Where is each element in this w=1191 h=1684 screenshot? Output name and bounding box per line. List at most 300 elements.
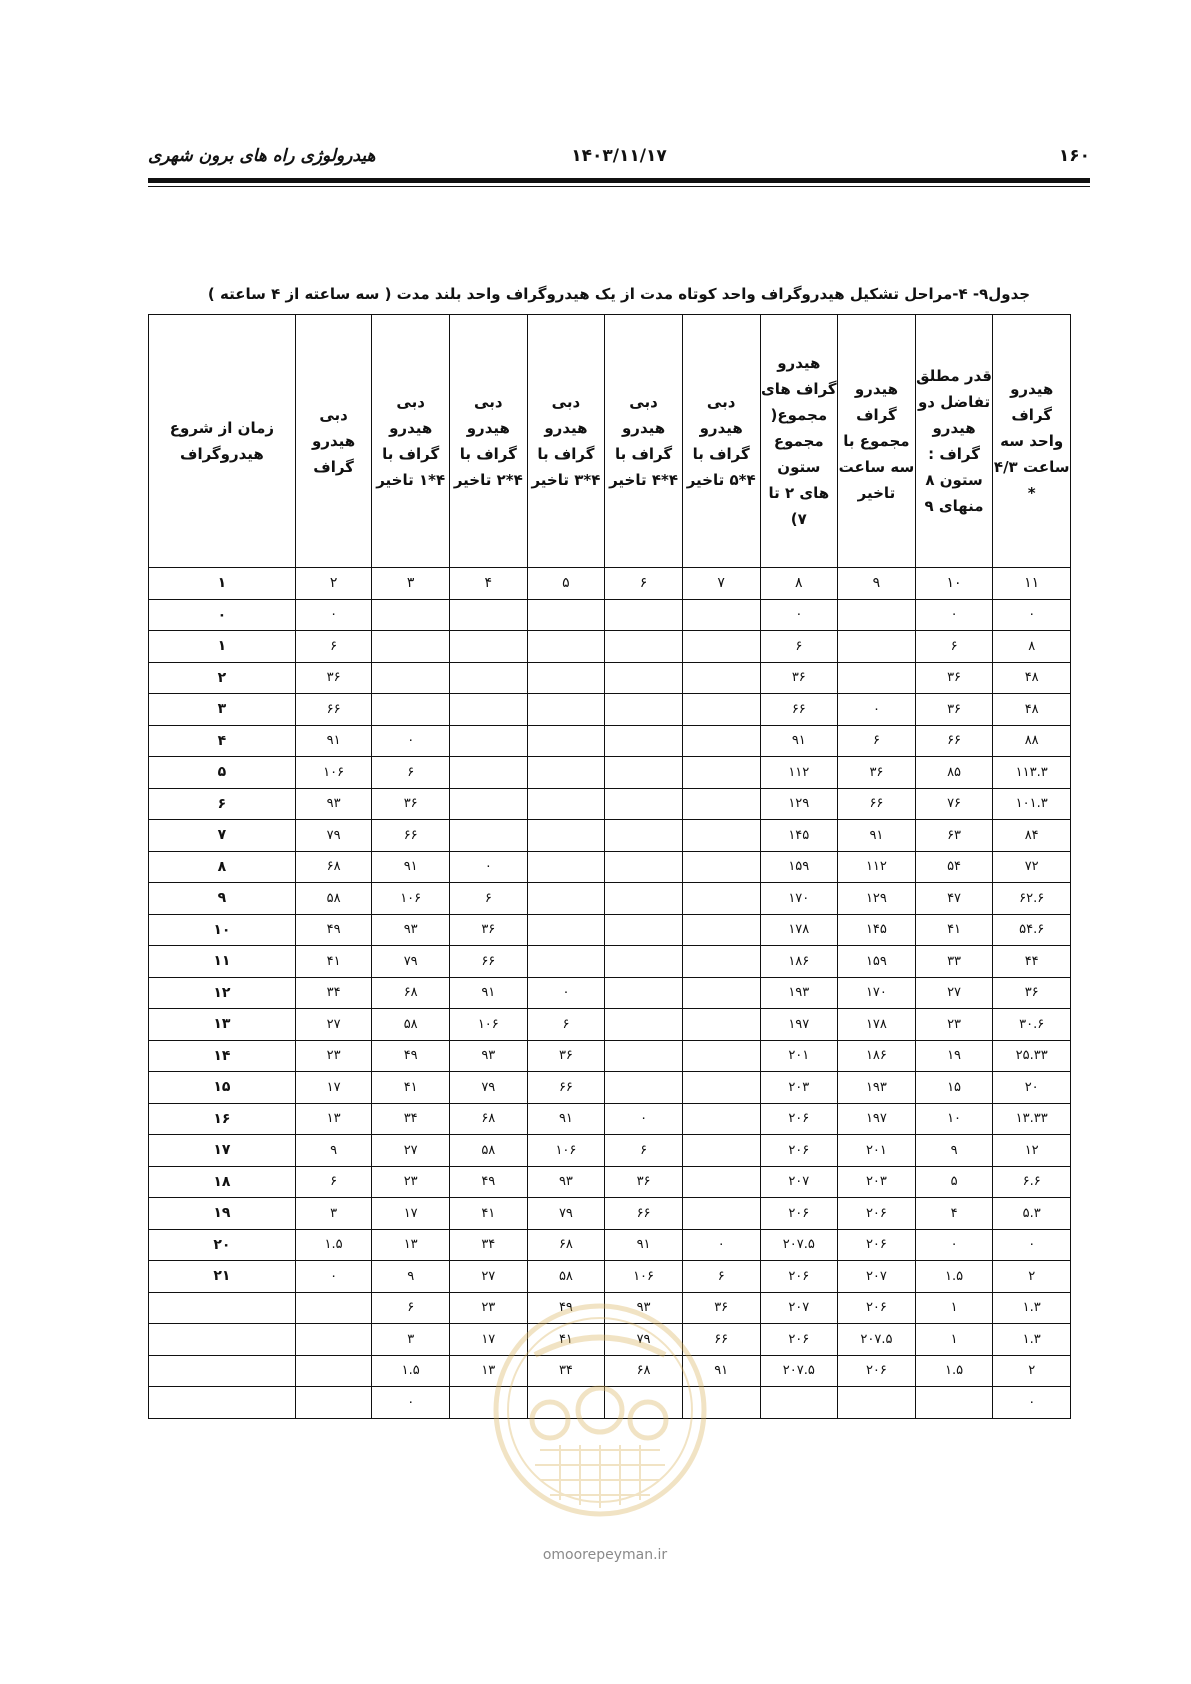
header-date: ۱۴۰۳/۱۱/۱۷ [571,146,667,166]
table-cell: ۳۶ [682,1292,760,1324]
table-cell: ۸۸ [993,725,1071,757]
table-cell: ۱۴ [149,1040,296,1072]
table-cell: ۴۱ [295,946,372,978]
table-cell: ۶۸ [450,1103,528,1135]
table-cell: ۶ [605,1135,683,1167]
table-cell: ۲۷ [915,977,993,1009]
table-cell: ۶ [295,1166,372,1198]
table-cell [605,977,683,1009]
watermark-logo [490,1300,710,1520]
table-cell: ۸۴ [993,820,1071,852]
table-cell [682,851,760,883]
table-cell: ۳۴ [372,1103,450,1135]
table-cell: ۲۰۶ [838,1198,916,1230]
table-cell [605,631,683,663]
table-cell: ۹۱ [838,820,916,852]
table-cell [527,757,605,789]
table-cell: ۵۸ [372,1009,450,1041]
table-cell: ۱ [149,631,296,663]
table-cell: ۱۰۱.۳ [993,788,1071,820]
table-cell: ۵۴ [915,851,993,883]
table-cell: ۱۰۶ [450,1009,528,1041]
table-cell: ۰ [527,977,605,1009]
table-cell: ۱۹۳ [838,1072,916,1104]
table-cell: ۲۷ [372,1135,450,1167]
table-cell: ۱۷۰ [760,883,838,915]
table-cell: ۴۱ [450,1198,528,1230]
table-cell [149,1292,296,1324]
table-cell: ۴۱ [527,1324,605,1356]
table-cell: ۴۱ [915,914,993,946]
table-cell [149,1387,296,1419]
table-cell: ۳۶ [993,977,1071,1009]
table-cell [605,1009,683,1041]
table-cell: ۱۰ [915,1103,993,1135]
table-cell: ۱۶ [149,1103,296,1135]
table-cell: ۳ [295,1198,372,1230]
table-cell: ۱۹۷ [760,1009,838,1041]
table-cell: ۰ [760,599,838,631]
table-cell: ۶۳ [915,820,993,852]
table-cell: ۹۱ [605,1229,683,1261]
table-cell: ۱۰۶ [372,883,450,915]
table-cell [682,946,760,978]
table-cell: ۲۳ [450,1292,528,1324]
table-cell: ۲ [993,1261,1071,1293]
table-cell: ۰ [993,1229,1071,1261]
table-cell [527,599,605,631]
table-cell: ۲ [149,662,296,694]
table-cell: ۰ [838,694,916,726]
table-cell: ۱۷۰ [838,977,916,1009]
table-cell [527,914,605,946]
table-header-row [149,315,1071,568]
table-cell [450,694,528,726]
table-cell [682,788,760,820]
table-cell: ۱۷۸ [760,914,838,946]
table-cell [605,599,683,631]
table-cell: ۱۵ [915,1072,993,1104]
table-cell: ۲۰۱ [760,1040,838,1072]
table-cell: ۱۹ [149,1198,296,1230]
table-cell: ۶ [450,883,528,915]
table-cell [527,820,605,852]
table-cell: ۲۳ [372,1166,450,1198]
table-cell: ۹۳ [605,1292,683,1324]
table-cell [605,914,683,946]
table-cell: ۰ [605,1103,683,1135]
table-cell: ۶ [760,631,838,663]
table-cell: ۲۰۷.۵ [838,1324,916,1356]
table-cell: ۲۰۶ [760,1324,838,1356]
table-cell: ۲۷ [295,1009,372,1041]
table-row [149,1009,1071,1041]
table-row [149,788,1071,820]
table-cell: ۶ [682,1261,760,1293]
table-cell: ۲۱ [149,1261,296,1293]
table-cell: ۸ [993,631,1071,663]
column-number: ۱۱ [993,568,1071,600]
table-cell: ۶۶ [682,1324,760,1356]
table-cell [372,662,450,694]
table-cell: ۶۸ [295,851,372,883]
table-row [149,914,1071,946]
table-cell: ۹ [915,1135,993,1167]
table-cell [450,788,528,820]
table-cell: ۶۶ [838,788,916,820]
table-cell: ۶۶ [450,946,528,978]
table-row [149,757,1071,789]
table-cell: ۱۲ [993,1135,1071,1167]
table-cell: ۳ [149,694,296,726]
table-cell: ۲۰۶ [760,1261,838,1293]
table-row [149,631,1071,663]
table-cell: ۱۰۶ [527,1135,605,1167]
table-cell: ۷۹ [605,1324,683,1356]
table-cell: ۶ [527,1009,605,1041]
table-cell [450,599,528,631]
table-cell: ۳۶ [915,662,993,694]
table-cell: ۱۳ [450,1355,528,1387]
table-cell: ۱۸ [149,1166,296,1198]
table-cell: ۱۸۶ [760,946,838,978]
column-header: دبی هیدرو گراف با ۴*۳ تاخیر [527,315,605,568]
table-row [149,1166,1071,1198]
table-cell: ۹۳ [527,1166,605,1198]
column-header: هیدرو گراف مجموع با سه ساعت تاخیر [838,315,916,568]
column-number: ۷ [682,568,760,600]
table-cell: ۵ [149,757,296,789]
table-cell [838,599,916,631]
column-number: ۳ [372,568,450,600]
table-cell [295,1355,372,1387]
table-cell: ۰ [915,599,993,631]
table-row [149,1072,1071,1104]
column-header: دبی هیدرو گراف با ۴*۲ تاخیر [450,315,528,568]
table-cell: ۵.۳ [993,1198,1071,1230]
table-cell: ۴۴ [993,946,1071,978]
table-row [149,1261,1071,1293]
column-header: هیدرو گراف های مجموع( مجموع ستون های ۲ تا ۷) [760,315,838,568]
table-cell: ۵۴.۶ [993,914,1071,946]
table-cell: ۲۳ [295,1040,372,1072]
table-cell [527,631,605,663]
table-row [149,725,1071,757]
table-cell: ۷ [149,820,296,852]
table-cell [760,1387,838,1419]
table-cell: ۲۰۳ [760,1072,838,1104]
table-cell [682,757,760,789]
table-cell: ۴۹ [372,1040,450,1072]
table-cell: ۱۴۵ [760,820,838,852]
table-cell [605,820,683,852]
table-cell: ۱۳ [372,1229,450,1261]
table-cell: ۱۱۳.۳ [993,757,1071,789]
header-rule-thin [148,186,1090,187]
table-cell: ۳۴ [295,977,372,1009]
table-cell: ۱۱۲ [760,757,838,789]
table-cell [682,883,760,915]
hydrograph-table [148,314,1071,1419]
table-cell: ۶۸ [372,977,450,1009]
header-rule-thick [148,178,1090,183]
table-cell: ۱.۵ [295,1229,372,1261]
table-cell [372,631,450,663]
table-cell: ۱.۳ [993,1292,1071,1324]
table-cell [450,725,528,757]
table-cell: ۹۱ [682,1355,760,1387]
column-number: ۹ [838,568,916,600]
column-header: دبی هیدرو گراف با ۴*۴ تاخیر [605,315,683,568]
table-cell: ۳۶ [838,757,916,789]
table-caption: جدول۹- ۴-مراحل تشکیل هیدروگراف واحد کوتاه مدت از یک هیدروگراف واحد بلند مدت ( سه ساعته از ۴ ساعته ) [207,285,1031,303]
table-row [149,599,1071,631]
table-cell: ۳۶ [372,788,450,820]
table-cell [527,725,605,757]
table-cell [149,1355,296,1387]
table-cell [605,757,683,789]
table-cell: ۵ [915,1166,993,1198]
table-cell: ۱۷ [149,1135,296,1167]
table-row [149,977,1071,1009]
table-cell: ۷۶ [915,788,993,820]
table-cell: ۰ [915,1229,993,1261]
table-cell: ۱۹ [915,1040,993,1072]
table-cell: ۹۱ [760,725,838,757]
table-cell: ۶۲.۶ [993,883,1071,915]
table-cell [682,1166,760,1198]
table-cell: ۲۰۶ [760,1135,838,1167]
table-cell: ۱۷ [450,1324,528,1356]
table-cell: ۶۶ [527,1072,605,1104]
table-cell: ۸ [149,851,296,883]
table-cell [682,1103,760,1135]
table-cell: ۲۰۶ [760,1103,838,1135]
table-cell: ۲ [993,1355,1071,1387]
table-cell: ۶ [838,725,916,757]
table-cell: ۴۱ [372,1072,450,1104]
table-cell: ۱۲۹ [838,883,916,915]
column-number: ۵ [527,568,605,600]
table-cell: ۴ [915,1198,993,1230]
table-cell: ۱.۵ [915,1355,993,1387]
table-cell: ۲۳ [915,1009,993,1041]
table-cell: ۸۵ [915,757,993,789]
table-cell: ۹۱ [372,851,450,883]
table-cell [605,1040,683,1072]
table-cell [682,1072,760,1104]
table-cell: ۳۶ [450,914,528,946]
table-cell: ۲۰۷ [760,1292,838,1324]
table-cell: ۶۶ [915,725,993,757]
table-cell [838,1387,916,1419]
table-cell: ۶۶ [372,820,450,852]
column-header: زمان از شروع هیدروگراف [149,315,296,568]
table-cell: ۶ [149,788,296,820]
table-cell: ۱۹۷ [838,1103,916,1135]
table-cell [527,851,605,883]
table-cell: ۶۶ [295,694,372,726]
table-cell: ۳۳ [915,946,993,978]
table-cell: ۵۸ [450,1135,528,1167]
table-cell: ۳ [372,1324,450,1356]
table-cell: ۱۰۶ [605,1261,683,1293]
table-cell: ۱۳ [295,1103,372,1135]
table-cell [149,1324,296,1356]
table-cell [682,725,760,757]
table-cell [915,1387,993,1419]
table-cell: ۹۳ [295,788,372,820]
table-cell [682,694,760,726]
table-row [149,851,1071,883]
table-cell: ۱۲۹ [760,788,838,820]
table-cell [527,788,605,820]
column-number: ۴ [450,568,528,600]
table-cell [682,820,760,852]
table-cell: ۲۰۷ [838,1261,916,1293]
page-header [148,140,1090,170]
table-cell: ۷۲ [993,851,1071,883]
table-cell: ۳۶ [760,662,838,694]
table-cell: ۲۷ [450,1261,528,1293]
table-cell [605,946,683,978]
table-cell: ۱۵۹ [760,851,838,883]
table-cell: ۶۶ [605,1198,683,1230]
table-cell: ۹ [149,883,296,915]
table-cell: ۶ [295,631,372,663]
table-cell: ۳۶ [915,694,993,726]
table-cell: ۹۳ [450,1040,528,1072]
table-cell: ۳۴ [527,1355,605,1387]
table-cell [682,1009,760,1041]
table-cell: ۱.۵ [915,1261,993,1293]
table-cell [450,757,528,789]
table-cell: ۲۰۶ [838,1292,916,1324]
table-cell [682,977,760,1009]
table-cell: ۰ [993,599,1071,631]
table-cell: ۲۰۳ [838,1166,916,1198]
table-cell: ۷۹ [295,820,372,852]
column-header: قدر مطلق تفاضل دو هیدرو گراف : ستون ۸ منهای ۹ [915,315,993,568]
column-number-row [149,568,1071,600]
column-header: هیدرو گراف واحد سه ساعت ۴/۳ * [993,315,1071,568]
column-header: دبی هیدرو گراف با ۴*۵ تاخیر [682,315,760,568]
table-row [149,946,1071,978]
table-row [149,694,1071,726]
table-cell: ۱۷۸ [838,1009,916,1041]
table-cell: ۶.۶ [993,1166,1071,1198]
table-cell: ۲۰۶ [760,1198,838,1230]
table-cell: ۹ [372,1261,450,1293]
table-cell [605,1072,683,1104]
table-cell: ۲۰۷.۵ [760,1229,838,1261]
table-cell: ۴۹ [295,914,372,946]
table-cell: ۱ [915,1324,993,1356]
table-cell: ۰ [682,1229,760,1261]
table-cell: ۴۹ [527,1292,605,1324]
table-cell: ۲۰ [149,1229,296,1261]
table-cell: ۱۰۶ [295,757,372,789]
table-cell: ۰ [450,851,528,883]
table-cell: ۶ [372,1292,450,1324]
table-cell: ۱۱ [149,946,296,978]
table-cell: ۱.۵ [372,1355,450,1387]
table-cell [295,1387,372,1419]
table-cell [450,662,528,694]
table-cell: ۶۸ [527,1229,605,1261]
table-cell: ۰ [372,1387,450,1419]
page-number: ۱۶۰ [1058,146,1090,166]
table-cell: ۴۷ [915,883,993,915]
table-cell: ۱۵ [149,1072,296,1104]
table-cell [295,1292,372,1324]
table-cell: ۳۶ [605,1166,683,1198]
table-cell: ۱۷ [372,1198,450,1230]
table-row [149,1229,1071,1261]
table-cell: ۱۵۹ [838,946,916,978]
table-row [149,1103,1071,1135]
column-number: ۶ [605,568,683,600]
table-cell: ۲۰۶ [838,1229,916,1261]
table-cell [605,662,683,694]
table-cell [682,662,760,694]
table-cell [605,851,683,883]
table-row [149,883,1071,915]
column-number: ۸ [760,568,838,600]
table-cell [682,599,760,631]
table-cell [372,599,450,631]
table-cell [605,694,683,726]
table-cell: ۹۳ [372,914,450,946]
table-cell: ۵۸ [527,1261,605,1293]
table-row [149,820,1071,852]
table-cell: ۲۰۷ [760,1166,838,1198]
table-cell: ۰ [295,599,372,631]
header-title: هیدرولوژی راه های برون شهری [148,146,376,166]
table-cell [450,820,528,852]
column-number: ۱ [149,568,296,600]
table-cell: ۱۰ [149,914,296,946]
table-cell: ۱۷ [295,1072,372,1104]
table-cell: ۱۹۳ [760,977,838,1009]
table-cell: ۲۰۶ [838,1355,916,1387]
table-cell: ۱ [915,1292,993,1324]
table-cell: ۷۹ [372,946,450,978]
table-cell: ۷۹ [450,1072,528,1104]
table-cell [605,883,683,915]
table-cell [527,946,605,978]
table-cell [838,662,916,694]
table-cell [682,631,760,663]
table-cell: ۱۳.۳۳ [993,1103,1071,1135]
table-cell: ۴ [149,725,296,757]
table-cell: ۱۲ [149,977,296,1009]
table-cell [605,788,683,820]
table-cell: ۱۸۶ [838,1040,916,1072]
table-cell: ۹۱ [527,1103,605,1135]
table-cell [682,1040,760,1072]
table-cell [605,725,683,757]
table-cell [527,662,605,694]
table-row [149,1040,1071,1072]
table-cell [527,883,605,915]
table-cell [372,694,450,726]
table-cell: ۴۸ [993,662,1071,694]
table-cell: ۰ [993,1387,1071,1419]
column-number: ۱۰ [915,568,993,600]
table-cell [295,1324,372,1356]
table-cell: ۴۹ [450,1166,528,1198]
